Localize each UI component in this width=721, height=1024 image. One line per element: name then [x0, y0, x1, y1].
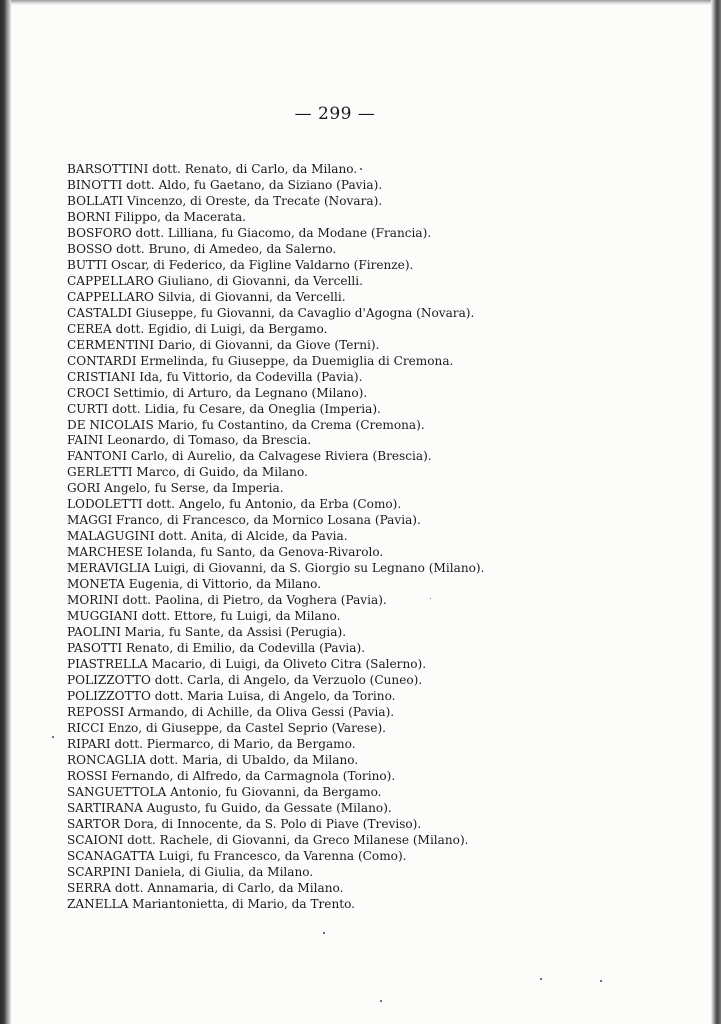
list-item: BUTTI Oscar, di Federico, da Figline Valdarno (Firenze). — [67, 257, 414, 272]
list-item: SANGUETTOLA Antonio, fu Giovanni, da Bergamo. — [67, 784, 382, 799]
list-item: SARTIRANA Augusto, fu Guido, da Gessate (Milano). — [67, 800, 392, 815]
list-item: BOSSO dott. Bruno, di Amedeo, da Salerno. — [67, 241, 337, 256]
list-item: MAGGI Franco, di Francesco, da Mornico Losana (Pavia). — [67, 513, 421, 528]
list-item: SERRA dott. Annamaria, di Carlo, da Milano. — [67, 880, 344, 895]
scan-speck — [323, 932, 325, 934]
scan-top-edge — [0, 0, 721, 5]
list-item: ROSSI Fernando, di Alfredo, da Carmagnola (Torino). — [67, 768, 396, 783]
list-item: RICCI Enzo, di Giuseppe, da Castel Seprio (Varese). — [67, 720, 387, 735]
list-item: SCAIONI dott. Rachele, di Giovanni, da Greco Milanese (Milano). — [67, 832, 469, 847]
list-item: MUGGIANI dott. Ettore, fu Luigi, da Milano. — [67, 609, 341, 624]
list-item: FAINI Leonardo, di Tomaso, da Brescia. — [67, 433, 312, 448]
list-item: SARTOR Dora, di Innocente, da S. Polo di Piave (Treviso). — [67, 816, 422, 831]
name-list — [67, 162, 484, 913]
list-item: CRISTIANI Ida, fu Vittorio, da Codevilla (Pavia). — [67, 369, 363, 384]
list-item: CONTARDI Ermelinda, fu Giuseppe, da Duemiglia di Cremona. — [67, 353, 454, 368]
list-item: GERLETTI Marco, di Guido, da Milano. — [67, 465, 308, 480]
list-item: BARSOTTINI dott. Renato, di Carlo, da Milano. — [67, 162, 358, 176]
list-item: SCARPINI Daniela, di Giulia, da Milano. — [67, 864, 314, 879]
list-item: ZANELLA Mariantonietta, di Mario, da Trento. — [67, 896, 356, 911]
page-number: — 299 — — [294, 104, 376, 124]
list-item: CROCI Settimio, di Arturo, da Legnano (Milano). — [67, 385, 368, 400]
list-item: SCANAGATTA Luigi, fu Francesco, da Varenna (Como). — [67, 848, 407, 863]
list-item: BINOTTI dott. Aldo, fu Gaetano, da Siziano (Pavia). — [67, 177, 383, 192]
list-item: BOLLATI Vincenzo, di Oreste, da Trecate (Novara). — [67, 193, 383, 208]
list-item: CASTALDI Giuseppe, fu Giovanni, da Cavaglio d'Agogna (Novara). — [67, 305, 475, 320]
list-item: CAPPELLARO Giuliano, di Giovanni, da Vercelli. — [67, 273, 363, 288]
list-item: POLIZZOTTO dott. Carla, di Angelo, da Verzuolo (Cuneo). — [67, 673, 423, 687]
list-item: BOSFORO dott. Lilliana, fu Giacomo, da Modane (Francia). — [67, 225, 432, 240]
list-item: FANTONI Carlo, di Aurelio, da Calvagese Riviera (Brescia). — [67, 449, 432, 464]
list-item: RIPARI dott. Piermarco, di Mario, da Bergamo. — [67, 736, 356, 751]
list-item: MARCHESE Iolanda, fu Santo, da Genova-Rivarolo. — [67, 545, 384, 560]
scan-speck — [380, 1000, 382, 1002]
list-item: MORINI dott. Paolina, di Pietro, da Voghera (Pavia). — [67, 593, 387, 608]
list-item: MALAGUGINI dott. Anita, di Alcide, da Pavia. — [67, 529, 348, 544]
scan-left-edge — [0, 0, 11, 1024]
scan-speck — [52, 736, 54, 738]
list-item: PIASTRELLA Macario, di Luigi, da Oliveto Citra (Salerno). — [67, 657, 427, 672]
scan-speck — [430, 598, 431, 599]
scan-speck — [600, 980, 602, 982]
list-item: RONCAGLIA dott. Maria, di Ubaldo, da Milano. — [67, 752, 359, 767]
list-item: CERMENTINI Dario, di Giovanni, da Giove (Terni). — [67, 337, 380, 352]
list-item: MONETA Eugenia, di Vittorio, da Milano. — [67, 577, 322, 592]
scan-right-edge — [711, 0, 721, 1024]
list-item: LODOLETTI dott. Angelo, fu Antonio, da Erba (Como). — [67, 497, 402, 512]
list-item: BORNI Filippo, da Macerata. — [67, 209, 247, 224]
list-item: REPOSSI Armando, di Achille, da Oliva Gessi (Pavia). — [67, 704, 395, 719]
list-item: CURTI dott. Lidia, fu Cesare, da Oneglia (Imperia). — [67, 401, 381, 416]
scan-speck — [360, 168, 362, 170]
scan-speck — [540, 978, 542, 980]
list-item: POLIZZOTTO dott. Maria Luisa, di Angelo, da Torino. — [67, 688, 396, 703]
list-item: PASOTTI Renato, di Emilio, da Codevilla (Pavia). — [67, 641, 366, 656]
list-item: CAPPELLARO Silvia, di Giovanni, da Vercelli. — [67, 289, 346, 304]
list-item: DE NICOLAIS Mario, fu Costantino, da Crema (Cremona). — [67, 417, 425, 432]
list-item: PAOLINI Maria, fu Sante, da Assisi (Perugia). — [67, 625, 347, 640]
list-item: MERAVIGLIA Luigi, di Giovanni, da S. Giorgio su Legnano (Milano). — [67, 561, 485, 576]
list-item: GORI Angelo, fu Serse, da Imperia. — [67, 481, 284, 496]
list-item: CEREA dott. Egidio, di Luigi, da Bergamo. — [67, 321, 328, 336]
